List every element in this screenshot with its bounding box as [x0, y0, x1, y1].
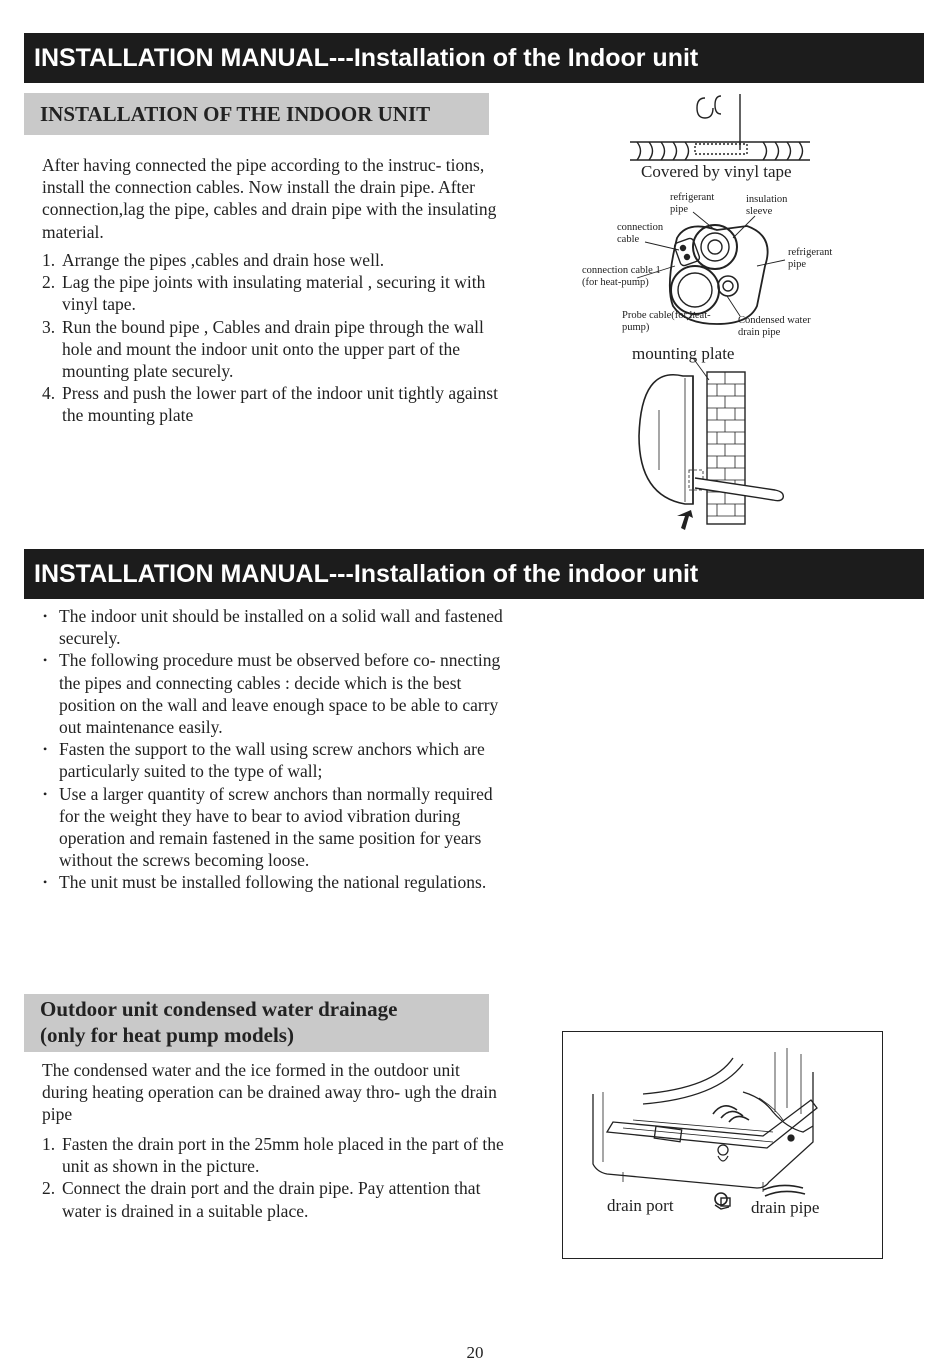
- list-item: • The following procedure must be observed before co- nnecting the pipes and connecting cables : decide which is the best position on the wall and leave enough space to be able to carry out maintenance easily.: [41, 649, 506, 738]
- step-item: 2. Lag the pipe joints with insulating material , securing it with vinyl tape.: [42, 272, 486, 315]
- label-connection-cable-1: connection cable 1 (for heat-pump): [582, 265, 661, 288]
- label-refrigerant-pipe-top: refrigerant pipe: [670, 192, 715, 215]
- label-mounting-plate: mounting plate: [632, 344, 735, 363]
- label-probe-cable: Probe cable(for heat-pump): [622, 310, 711, 333]
- section-title-outdoor-drainage: [24, 994, 489, 1052]
- step-item: 2. Connect the drain port and the drain pipe. Pay attention that water is drained in a suitable place.: [42, 1178, 481, 1221]
- section-title-indoor-unit: INSTALLATION OF THE INDOOR UNIT: [24, 93, 489, 135]
- step-item: 1. Arrange the pipes ,cables and drain hose well.: [42, 250, 385, 270]
- step-item: 4. Press and push the lower part of the indoor unit tightly against the mounting plate: [42, 383, 498, 426]
- page-header-1: INSTALLATION MANUAL---Installation of the Indoor unit: [24, 33, 924, 83]
- step-item: 1. Fasten the drain port in the 25mm hole placed in the part of the unit as shown in the picture.: [42, 1134, 504, 1177]
- section-title-line-2: (only for heat pump models): [40, 1023, 294, 1047]
- section1-steps: [42, 249, 504, 427]
- list-item: • Use a larger quantity of screw anchors than normally required for the weight they have to bear to aviod vibration during operation and remain fastened in the same position for years without the screws becoming loose.: [41, 783, 506, 872]
- page-number: 20: [466, 1343, 484, 1362]
- label-insulation-sleeve: insulation sleeve: [746, 194, 788, 217]
- page-header-2: INSTALLATION MANUAL---Installation of the indoor unit: [24, 549, 924, 599]
- section3-intro: The condensed water and the ice formed in the outdoor unit during heating operation can be drained away thro- ugh the drain pipe: [42, 1060, 497, 1125]
- section1-intro: After having connected the pipe according to the instruc- tions, install the connection cables. Now install the drain pipe. After connection,lag the pipe, cables and drain pipe with the insulating material.: [42, 155, 497, 242]
- section2-bullets: [41, 605, 506, 894]
- label-drain-port: drain port: [607, 1196, 674, 1215]
- section3-steps: [42, 1133, 504, 1222]
- list-item: • The unit must be installed following the national regulations.: [41, 871, 506, 893]
- label-condensed-water-drain: Condensed water drain pipe: [738, 315, 811, 338]
- section-title-line-1: Outdoor unit condensed water drainage: [40, 997, 398, 1021]
- label-drain-pipe: drain pipe: [751, 1198, 820, 1217]
- list-item: • The indoor unit should be installed on a solid wall and fastened securely.: [41, 605, 506, 649]
- outdoor-unit-base-illustration: [563, 1032, 882, 1258]
- step-item: 3. Run the bound pipe , Cables and drain pipe through the wall hole and mount the indoor unit onto the upper part of the mounting plate securely.: [42, 316, 484, 382]
- drain-port-diagram: [562, 1031, 883, 1259]
- label-refrigerant-pipe-right: refrigerant pipe: [788, 247, 833, 270]
- list-item: • Fasten the support to the wall using screw anchors which are particularly suited to the type of wall;: [41, 738, 506, 782]
- label-connection-cable: connection cable: [617, 222, 664, 245]
- label-covered-vinyl-tape: Covered by vinyl tape: [641, 162, 792, 181]
